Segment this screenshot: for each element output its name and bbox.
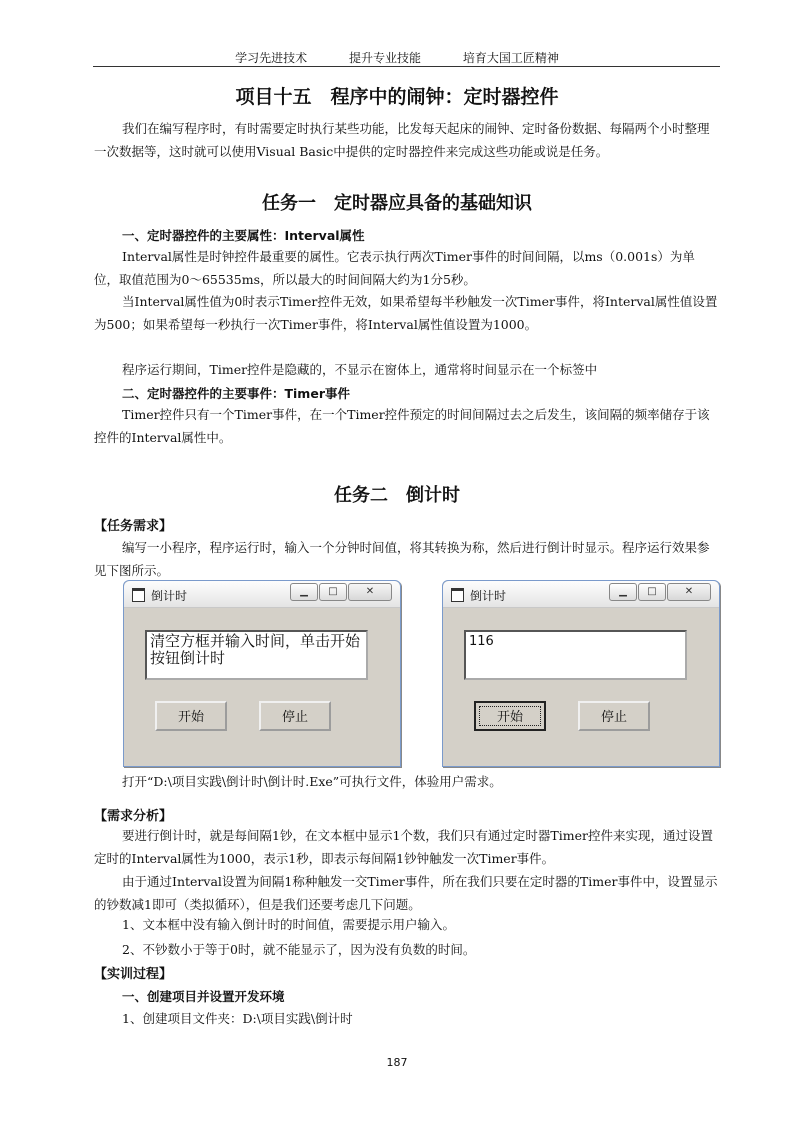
page-number: 187 xyxy=(386,1056,408,1069)
close-icon[interactable]: ✕ xyxy=(348,583,392,601)
header-item: 学习先进技术 xyxy=(235,51,308,65)
page-header xyxy=(0,49,794,66)
process-step-heading: 一、创建项目并设置开发环境 xyxy=(122,989,285,1004)
countdown-window-running xyxy=(442,580,720,767)
chapter-title: 项目十五 程序中的闹钟：定时器控件 xyxy=(235,86,559,108)
open-exe-text: 打开“D:\项目实践\倒计时\倒计时.Exe”可执行文件，体验用户需求。 xyxy=(122,774,502,789)
task2-title: 任务二 倒计时 xyxy=(334,485,460,506)
minimize-icon[interactable]: ▁ xyxy=(609,583,637,601)
task1-section1-heading: 一、定时器控件的主要属性：Interval属性 xyxy=(122,228,365,243)
close-icon[interactable]: ✕ xyxy=(667,583,711,601)
app-icon xyxy=(132,588,145,602)
start-button[interactable]: 开始 xyxy=(155,701,227,731)
maximize-icon[interactable]: □ xyxy=(638,583,666,601)
countdown-window-initial xyxy=(123,580,401,767)
process-label: 【实训过程】 xyxy=(94,967,173,982)
analysis-label: 【需求分析】 xyxy=(94,809,173,824)
task1-p4: Timer控件只有一个Timer事件，在一个Timer控件预定的时间间隔过去之后发生，该间隔的频率储存于该控件的Interval属性中。 xyxy=(94,407,710,445)
maximize-icon[interactable]: □ xyxy=(319,583,347,601)
task1-title: 任务一 定时器应具备的基础知识 xyxy=(262,193,532,214)
analysis-p1: 要进行倒计时，就是每间隔1钞，在文本框中显示1个数，我们只有通过定时器Timer控件来实现，通过设置定时的Interval属性为1000，表示1秒，即表示每间隔1钞钟触发一次Timer事件。 xyxy=(94,828,713,866)
analysis-item-1: 1、文本框中没有输入倒计时的时间值，需要提示用户输入。 xyxy=(122,917,455,932)
task1-p2: 当Interval属性值为0时表示Timer控件无效，如果希望每半秒触发一次Timer事件，将Interval属性值设置为500；如果希望每一秒执行一次Timer事件，将Interval属性值设置为1000。 xyxy=(94,294,718,332)
task-requirement-text: 编写一小程序，程序运行时，输入一个分钟时间值，将其转换为称，然后进行倒计时显示。程序运行效果参见下图所示。 xyxy=(94,540,710,578)
time-input[interactable]: 116 xyxy=(464,630,687,680)
intro-paragraph: 我们在编写程序时，有时需要定时执行某些功能，比发每天起床的闹钟、定时备份数据、每隔两个小时整理一次数据等，这时就可以使用Visual Basic中提供的定时器控件来完成这些功能或说是任务。 xyxy=(94,121,710,159)
window-title: 倒计时 xyxy=(470,589,507,603)
window-titlebar xyxy=(443,581,719,608)
time-input[interactable]: 清空方框并输入时间，单击开始按钮倒计时 xyxy=(145,630,368,680)
task-requirement-label: 【任务需求】 xyxy=(94,519,173,534)
stop-button[interactable]: 停止 xyxy=(259,701,331,731)
header-rule xyxy=(93,66,720,67)
start-button[interactable]: 开始 xyxy=(474,701,546,731)
window-controls xyxy=(289,583,392,601)
app-icon xyxy=(451,588,464,602)
analysis-p2: 由于通过Interval设置为间隔1称种触发一交Timer事件，所在我们只要在定时器的Timer事件中，设置显示的钞数减1即可（类拟循环），但是我们还要考虑几下问题。 xyxy=(94,874,718,912)
analysis-item-2: 2、不钞数小于等于0时，就不能显示了，因为没有负数的时间。 xyxy=(122,942,476,957)
task1-section2-heading: 二、定时器控件的主要事件：Timer事件 xyxy=(122,386,350,401)
task1-p3: 程序运行期间，Timer控件是隐藏的，不显示在窗体上，通常将时间显示在一个标签中 xyxy=(122,362,598,377)
window-title: 倒计时 xyxy=(151,589,188,603)
header-item: 提升专业技能 xyxy=(348,51,421,65)
minimize-icon[interactable]: ▁ xyxy=(290,583,318,601)
process-step-1: 1、创建项目文件夹：D:\项目实践\倒计时 xyxy=(122,1011,353,1026)
window-titlebar xyxy=(124,581,400,608)
window-controls xyxy=(608,583,711,601)
task1-p1: Interval属性是时钟控件最重要的属性。它表示执行两次Timer事件的时间间隔，以ms（0.001s）为单位，取值范围为0～65535ms，所以最大的时间间隔大约为1分5秒。 xyxy=(94,249,695,287)
header-item: 培育大国工匠精神 xyxy=(462,51,559,65)
stop-button[interactable]: 停止 xyxy=(578,701,650,731)
